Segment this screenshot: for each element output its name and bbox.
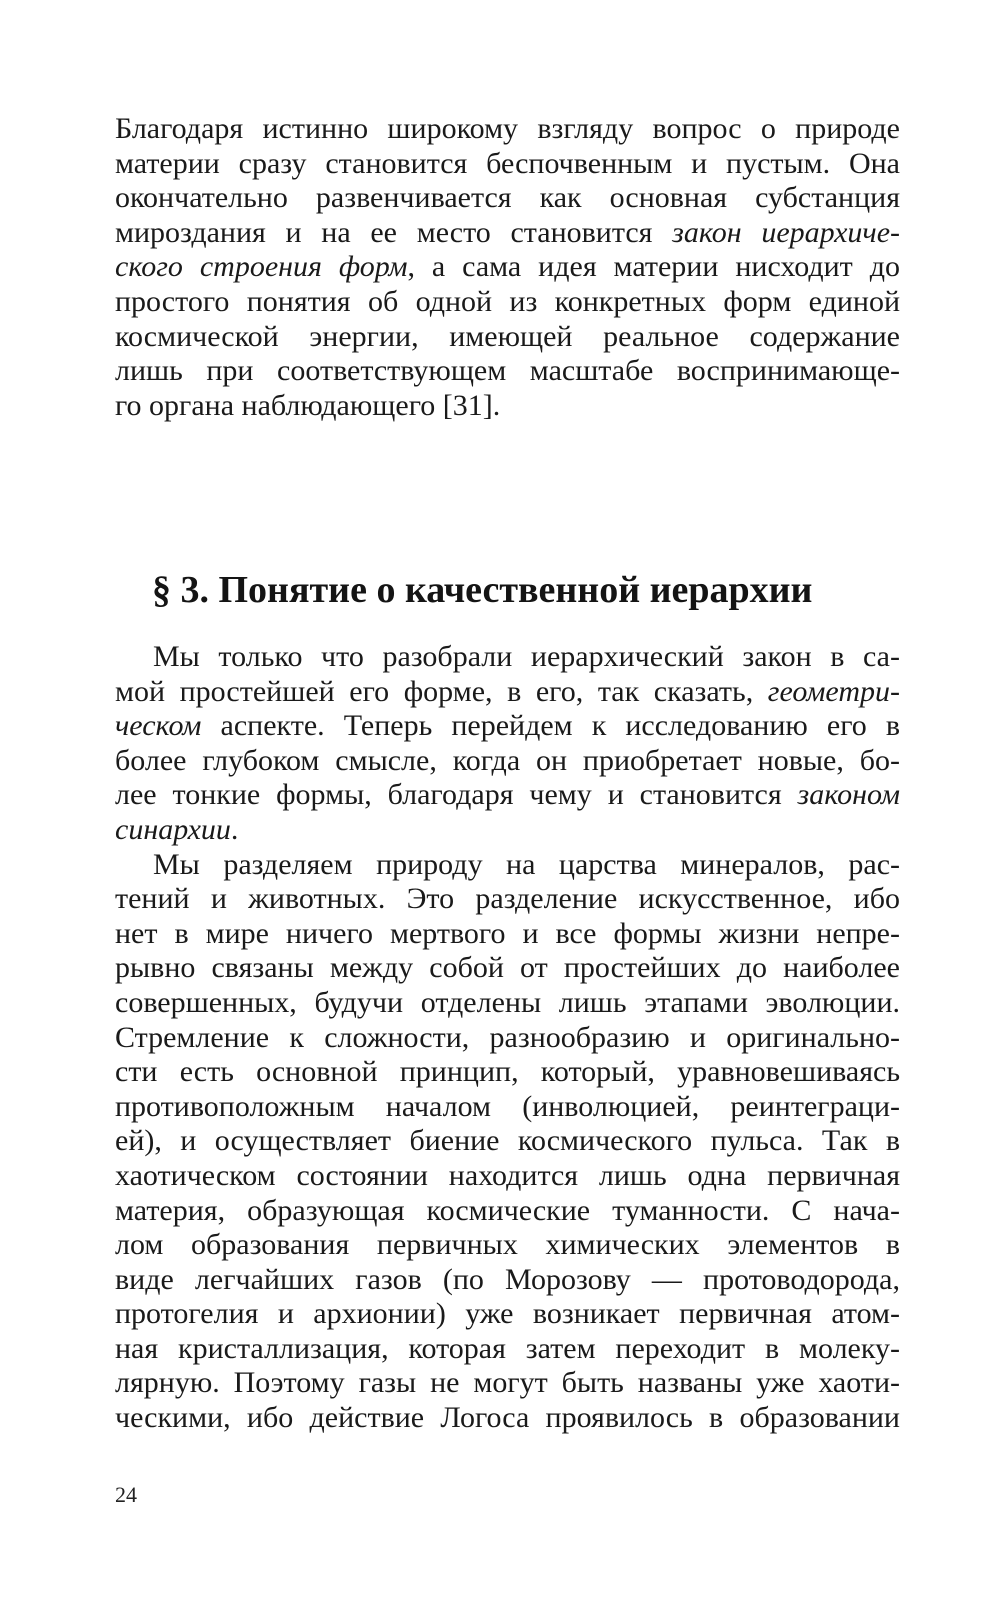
text-line: го органа наблюдающего [31]. xyxy=(115,388,501,422)
italic-term: законом xyxy=(797,778,900,812)
text-line: Благодаря истинно широкому взгляду вопрос о природе xyxy=(115,112,900,145)
text-segment: , а сама идея материи нисходит до xyxy=(407,250,900,284)
text-line: космической энергии, имеющей реальное содержание xyxy=(115,319,900,353)
italic-term: ческом xyxy=(115,709,202,743)
text-line xyxy=(115,216,900,251)
text-segment: лее тонкие формы, благодаря чему и становится xyxy=(115,778,798,812)
italic-term: синархии xyxy=(115,812,231,846)
text-line xyxy=(115,709,900,744)
text-line: Мы разделяем природу на царства минералов, рас- xyxy=(153,847,900,881)
text-line: лярную. Поэтому газы не могут быть названы уже хаоти- xyxy=(115,1366,900,1400)
text-line xyxy=(115,250,900,285)
page-number: 24 xyxy=(115,1482,137,1507)
text-line: лом образования первичных химических элементов в xyxy=(115,1228,900,1262)
text-line: ей), и осуществляет биение космического пульса. Так в xyxy=(115,1124,900,1158)
text-line: лишь при соответствующем масштабе воспринимающе- xyxy=(115,354,900,388)
text-line xyxy=(115,675,900,710)
text-line xyxy=(115,813,900,848)
paragraph-1 xyxy=(115,112,900,423)
text-line: противоположным началом (инволюцией, реинтеграци- xyxy=(115,1089,900,1123)
text-segment: мироздания и на ее место становится xyxy=(115,215,673,249)
text-line: более глубоком смысле, когда он приобретает новые, бо- xyxy=(115,743,900,777)
text-line: простого понятия об одной из конкретных форм единой xyxy=(115,284,900,318)
text-line: совершенных, будучи отделены лишь этапами эволюции. xyxy=(115,985,900,1019)
text-line: Мы только что разобрали иерархический закон в са- xyxy=(153,640,900,673)
text-segment: мой простейшей его форме, в его, так сказать, xyxy=(115,674,768,708)
paragraph-2 xyxy=(115,640,900,1436)
text-line: материи сразу становится беспочвенным и пустым. Она xyxy=(115,146,900,180)
text-line: сти есть основной принцип, который, уравновешиваясь xyxy=(115,1055,900,1089)
text-line: ческими, ибо действие Логоса проявилось в образовании xyxy=(115,1401,900,1435)
text-line: хаотическом состоянии находится лишь одна первичная xyxy=(115,1158,900,1192)
text-line: рывно связаны между собой от простейших до наиболее xyxy=(115,951,900,985)
text-line: Стремление к сложности, разнообразию и оригинально- xyxy=(115,1020,900,1054)
text-segment: . xyxy=(230,812,239,846)
text-line xyxy=(115,778,900,813)
text-line: ная кристаллизация, которая затем переходит в молеку- xyxy=(115,1331,900,1365)
text-line: нет в мире ничего мертвого и все формы жизни непре- xyxy=(115,916,900,950)
text-segment: аспекте. Теперь перейдем к исследованию его в xyxy=(201,709,900,743)
text-line: материя, образующая космические туманности. С нача- xyxy=(115,1193,900,1227)
text-line: протогелия и архионии) уже возникает первичная атом- xyxy=(115,1297,900,1331)
italic-term: ского строения форм xyxy=(115,250,408,284)
text-line: виде легчайших газов (по Морозову — протоводорода, xyxy=(115,1262,900,1296)
text-line: окончательно развенчивается как основная субстанция xyxy=(115,181,900,215)
italic-term: геометри- xyxy=(767,674,900,708)
text-line: тений и животных. Это разделение искусственное, ибо xyxy=(115,882,900,916)
section-heading: § 3. Понятие о качественной иерархии xyxy=(152,569,813,611)
italic-term: закон иерархиче- xyxy=(672,215,900,249)
